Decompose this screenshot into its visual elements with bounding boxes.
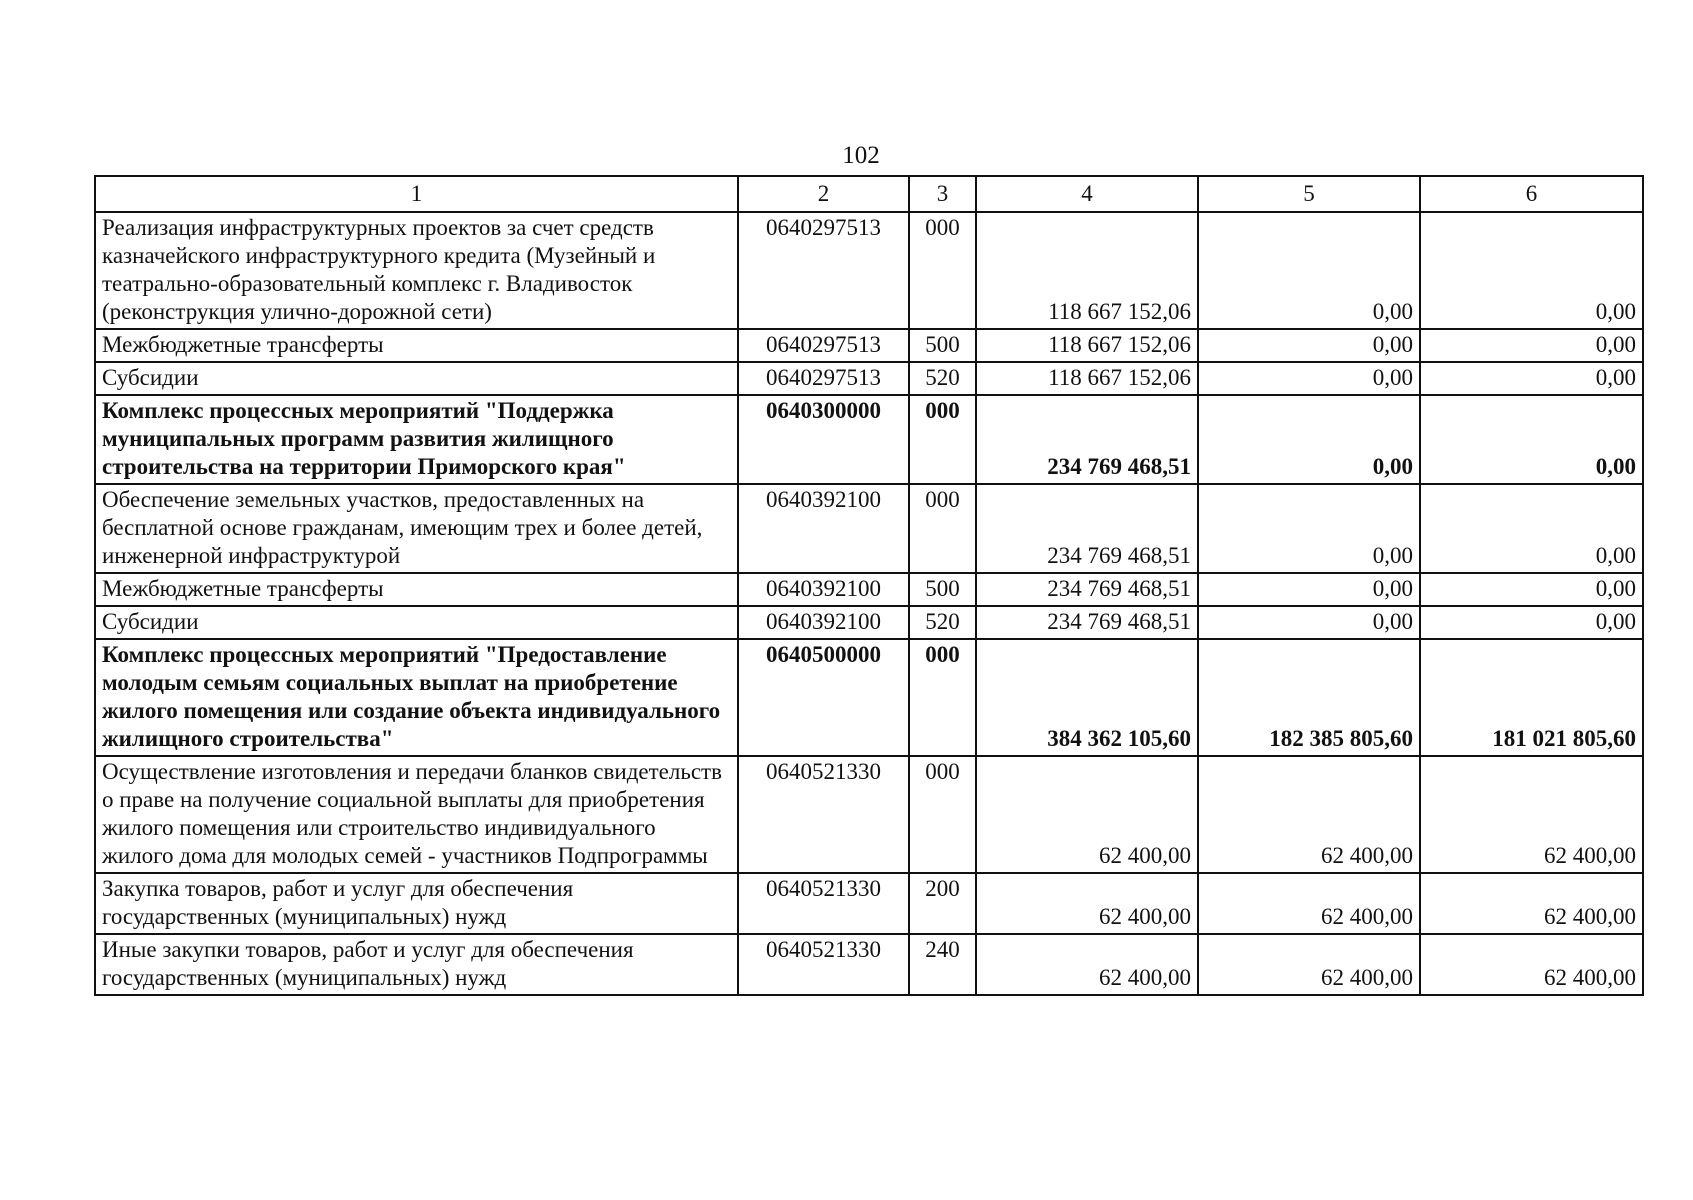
column-number: 1 xyxy=(95,176,738,212)
row-name-cell: Реализация инфраструктурных проектов за счет средств казначейского инфраструктурного кредита (Музейный и театрально-образовательный комплекс г. Владивосток (реконструкция улично-дорожной сети) xyxy=(95,212,738,329)
amount-col5-cell: 0,00 xyxy=(1198,212,1420,329)
amount-col4-cell: 118 667 152,06 xyxy=(976,362,1198,395)
page-number: 102 xyxy=(842,142,880,169)
expense-kind-cell: 500 xyxy=(909,573,976,606)
amount-col6-cell: 0,00 xyxy=(1420,484,1643,573)
target-code-cell: 0640500000 xyxy=(738,639,909,756)
amount-col5-cell: 0,00 xyxy=(1198,606,1420,639)
table-row xyxy=(95,212,1643,329)
expense-kind-cell: 000 xyxy=(909,395,976,484)
target-code-cell: 0640521330 xyxy=(738,756,909,873)
row-name-cell: Субсидии xyxy=(95,362,738,395)
amount-col6-cell: 62 400,00 xyxy=(1420,873,1643,934)
amount-col4-cell: 234 769 468,51 xyxy=(976,606,1198,639)
table-body xyxy=(95,212,1643,995)
amount-col4-cell: 62 400,00 xyxy=(976,873,1198,934)
target-code-cell: 0640300000 xyxy=(738,395,909,484)
row-name-cell: Субсидии xyxy=(95,606,738,639)
amount-col5-cell: 62 400,00 xyxy=(1198,756,1420,873)
amount-col5-cell: 0,00 xyxy=(1198,573,1420,606)
table-row xyxy=(95,639,1643,756)
row-name-cell: Обеспечение земельных участков, предоставленных на бесплатной основе гражданам, имеющим трех и более детей, инженерной инфраструктурой xyxy=(95,484,738,573)
row-name-cell: Иные закупки товаров, работ и услуг для обеспечения государственных (муниципальных) нужд xyxy=(95,934,738,995)
amount-col4-cell: 118 667 152,06 xyxy=(976,212,1198,329)
table-header xyxy=(95,176,1643,212)
expense-kind-cell: 520 xyxy=(909,606,976,639)
column-number: 4 xyxy=(976,176,1198,212)
amount-col6-cell: 62 400,00 xyxy=(1420,756,1643,873)
column-number: 3 xyxy=(909,176,976,212)
expense-kind-cell: 000 xyxy=(909,484,976,573)
row-name-cell: Межбюджетные трансферты xyxy=(95,573,738,606)
row-name-cell: Комплекс процессных мероприятий "Поддержка муниципальных программ развития жилищного строительства на территории Приморского края" xyxy=(95,395,738,484)
table-row xyxy=(95,395,1643,484)
expense-kind-cell: 500 xyxy=(909,329,976,362)
row-name-cell: Осуществление изготовления и передачи бланков свидетельств о праве на получение социальной выплаты для приобретения жилого помещения или строительство индивидуального жилого дома для молодых семей - участников Подпрограммы xyxy=(95,756,738,873)
amount-col4-cell: 62 400,00 xyxy=(976,756,1198,873)
target-code-cell: 0640392100 xyxy=(738,606,909,639)
amount-col6-cell: 62 400,00 xyxy=(1420,934,1643,995)
amount-col6-cell: 0,00 xyxy=(1420,573,1643,606)
column-number: 6 xyxy=(1420,176,1643,212)
expense-kind-cell: 000 xyxy=(909,756,976,873)
column-number: 5 xyxy=(1198,176,1420,212)
table-row xyxy=(95,873,1643,934)
amount-col4-cell: 234 769 468,51 xyxy=(976,573,1198,606)
target-code-cell: 0640297513 xyxy=(738,329,909,362)
amount-col4-cell: 234 769 468,51 xyxy=(976,395,1198,484)
amount-col6-cell: 0,00 xyxy=(1420,395,1643,484)
amount-col4-cell: 234 769 468,51 xyxy=(976,484,1198,573)
expense-kind-cell: 240 xyxy=(909,934,976,995)
amount-col5-cell: 182 385 805,60 xyxy=(1198,639,1420,756)
budget-table xyxy=(94,175,1644,996)
target-code-cell: 0640392100 xyxy=(738,484,909,573)
row-name-cell: Комплекс процессных мероприятий "Предоставление молодым семьям социальных выплат на приобретение жилого помещения или создание объекта индивидуального жилищного строительства" xyxy=(95,639,738,756)
table-row xyxy=(95,573,1643,606)
target-code-cell: 0640392100 xyxy=(738,573,909,606)
amount-col6-cell: 0,00 xyxy=(1420,362,1643,395)
table-row xyxy=(95,934,1643,995)
amount-col4-cell: 62 400,00 xyxy=(976,934,1198,995)
amount-col6-cell: 0,00 xyxy=(1420,212,1643,329)
amount-col6-cell: 0,00 xyxy=(1420,606,1643,639)
expense-kind-cell: 520 xyxy=(909,362,976,395)
amount-col6-cell: 181 021 805,60 xyxy=(1420,639,1643,756)
target-code-cell: 0640521330 xyxy=(738,934,909,995)
amount-col5-cell: 0,00 xyxy=(1198,484,1420,573)
expense-kind-cell: 000 xyxy=(909,639,976,756)
expense-kind-cell: 000 xyxy=(909,212,976,329)
column-number-row xyxy=(95,176,1643,212)
target-code-cell: 0640297513 xyxy=(738,362,909,395)
amount-col4-cell: 118 667 152,06 xyxy=(976,329,1198,362)
target-code-cell: 0640297513 xyxy=(738,212,909,329)
target-code-cell: 0640521330 xyxy=(738,873,909,934)
amount-col5-cell: 62 400,00 xyxy=(1198,934,1420,995)
row-name-cell: Закупка товаров, работ и услуг для обеспечения государственных (муниципальных) нужд xyxy=(95,873,738,934)
column-number: 2 xyxy=(738,176,909,212)
table-row xyxy=(95,756,1643,873)
amount-col5-cell: 0,00 xyxy=(1198,329,1420,362)
table-row xyxy=(95,329,1643,362)
table-row xyxy=(95,362,1643,395)
amount-col6-cell: 0,00 xyxy=(1420,329,1643,362)
amount-col5-cell: 0,00 xyxy=(1198,362,1420,395)
table-row xyxy=(95,484,1643,573)
row-name-cell: Межбюджетные трансферты xyxy=(95,329,738,362)
amount-col5-cell: 62 400,00 xyxy=(1198,873,1420,934)
expense-kind-cell: 200 xyxy=(909,873,976,934)
amount-col5-cell: 0,00 xyxy=(1198,395,1420,484)
amount-col4-cell: 384 362 105,60 xyxy=(976,639,1198,756)
table-row xyxy=(95,606,1643,639)
